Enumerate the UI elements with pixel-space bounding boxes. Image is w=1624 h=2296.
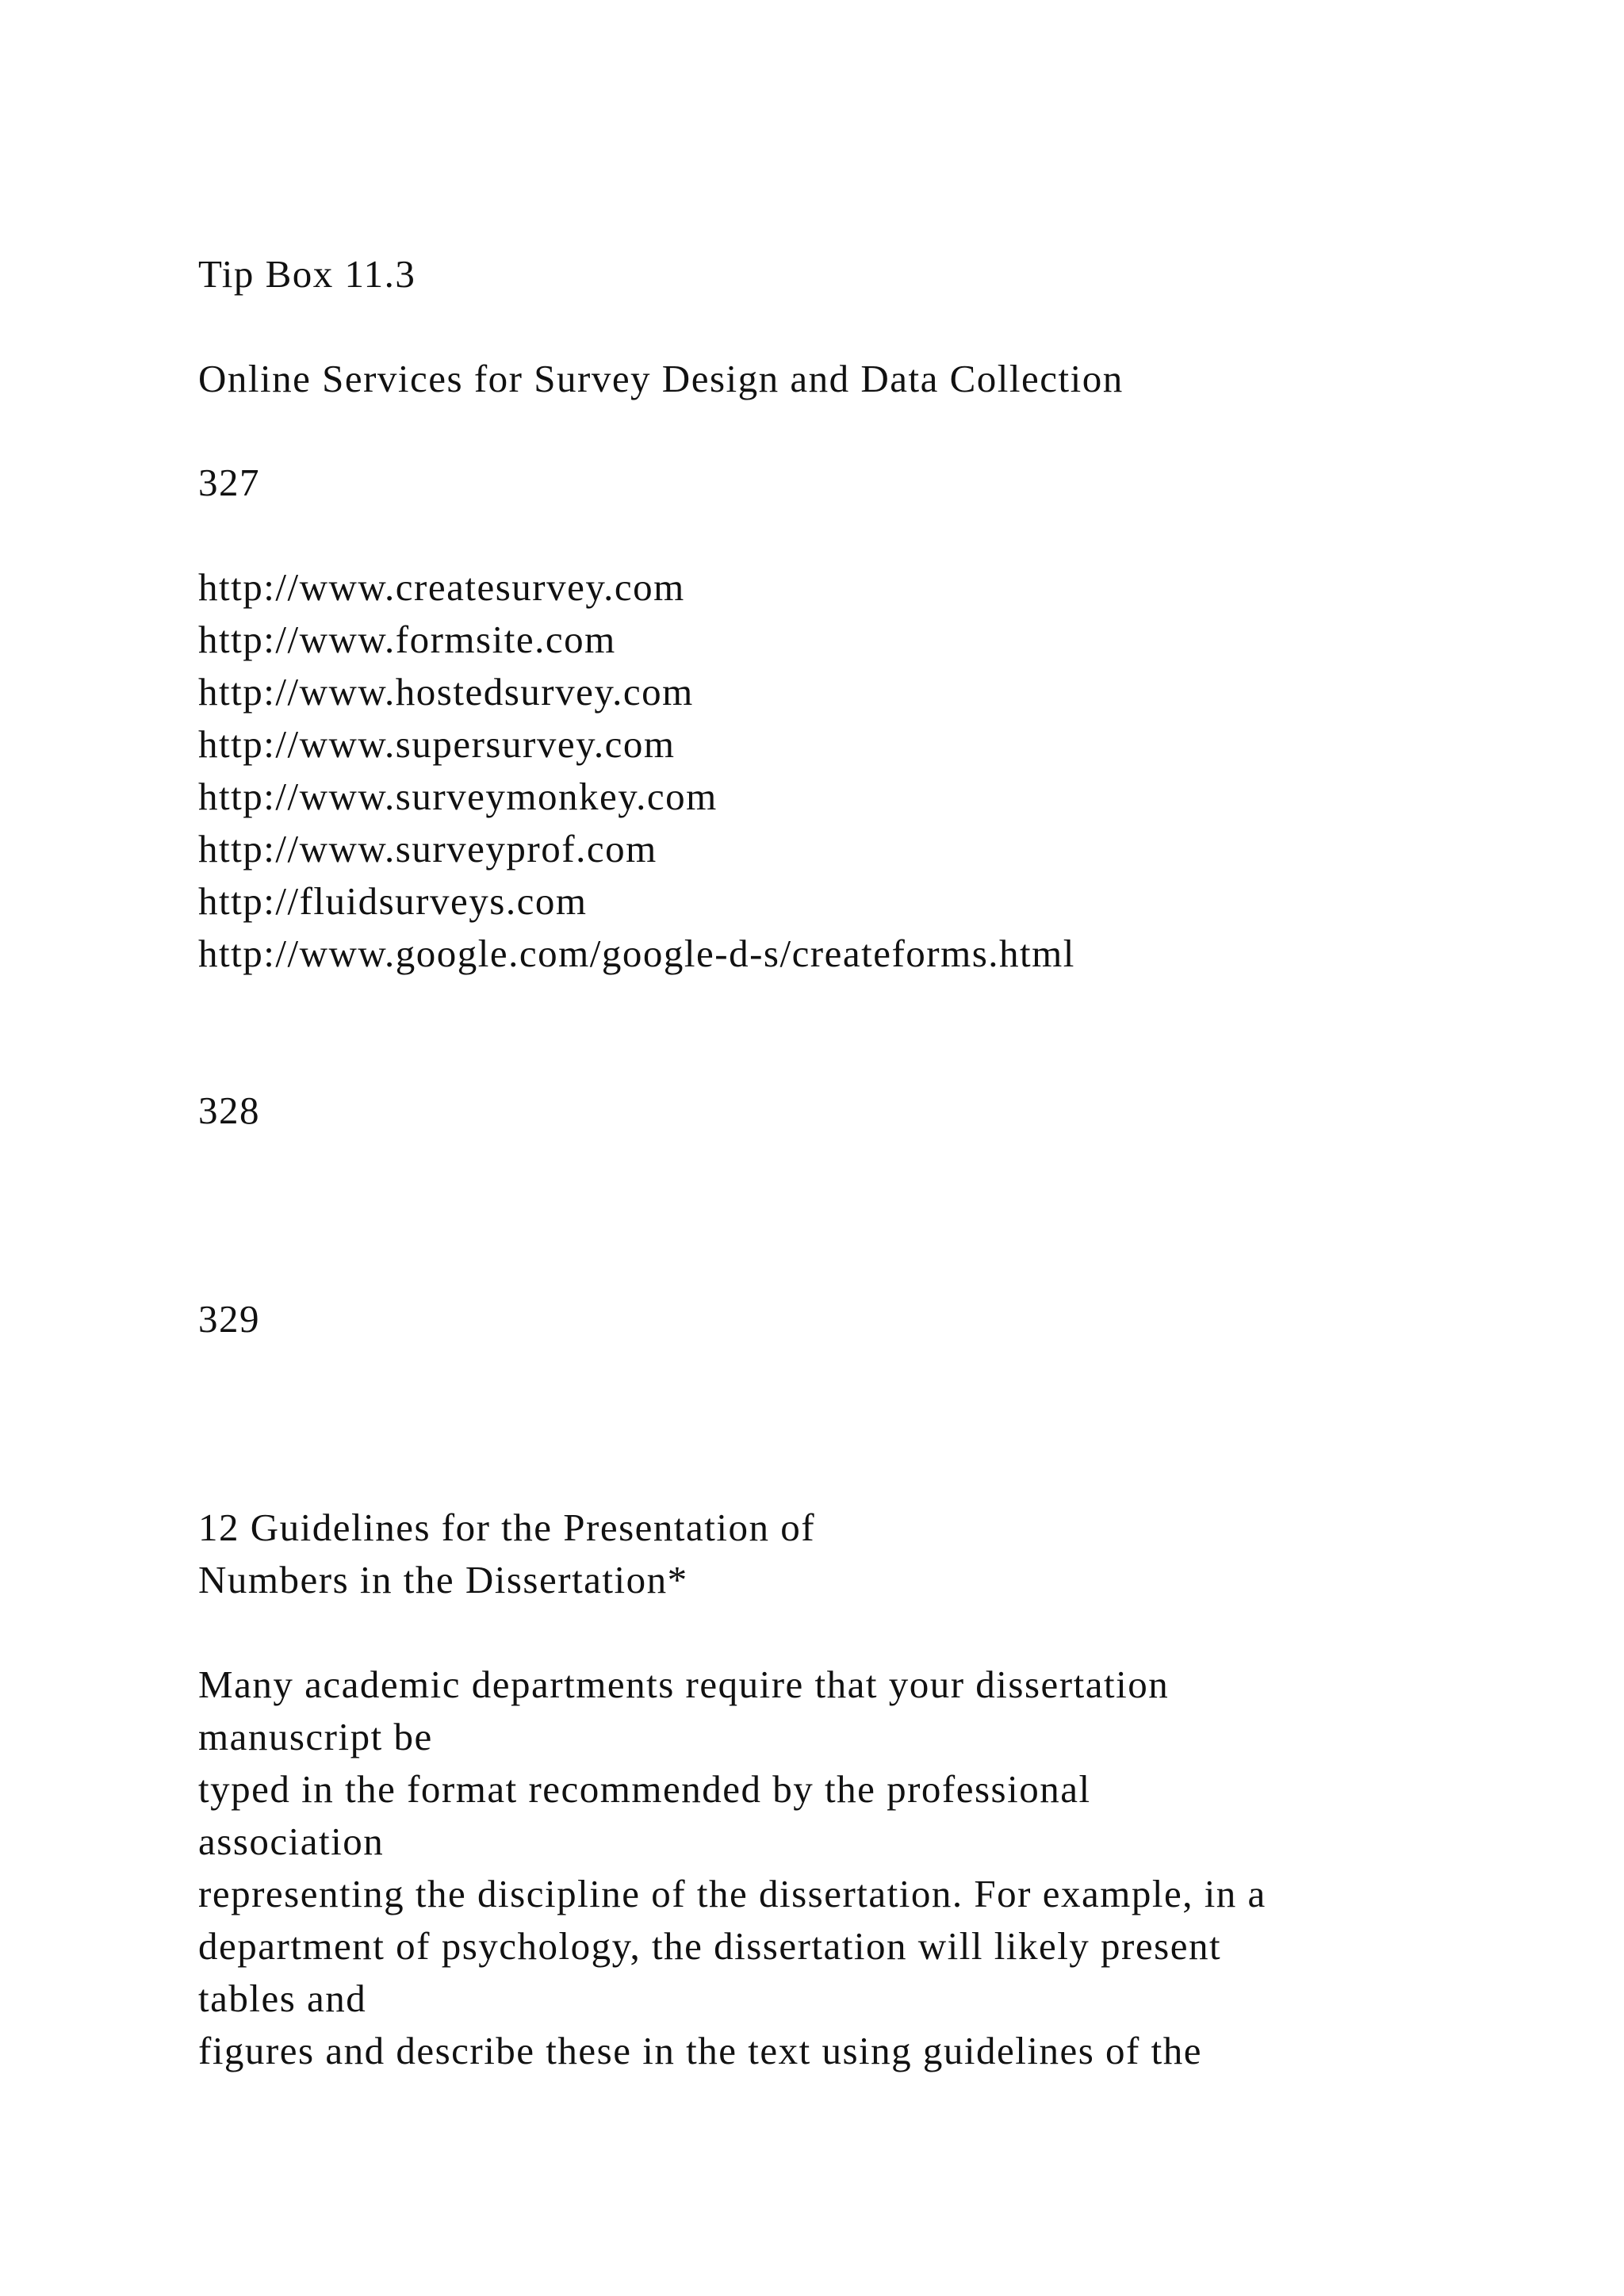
- page-number-328: 328: [198, 1089, 260, 1132]
- survey-link-supersurvey[interactable]: http://www.supersurvey.com: [198, 722, 676, 766]
- page-number-329: 329: [198, 1297, 260, 1341]
- survey-link-formsite[interactable]: http://www.formsite.com: [198, 618, 616, 661]
- chapter-heading-line-2: Numbers in the Dissertation*: [198, 1558, 688, 1601]
- survey-link-surveyprof[interactable]: http://www.surveyprof.com: [198, 827, 657, 871]
- survey-link-fluidsurveys[interactable]: http://fluidsurveys.com: [198, 879, 588, 923]
- survey-link-hostedsurvey[interactable]: http://www.hostedsurvey.com: [198, 670, 694, 714]
- body-line-8: figures and describe these in the text using guidelines of the: [198, 2029, 1202, 2072]
- survey-link-google-forms[interactable]: http://www.google.com/google-d-s/createforms.html: [198, 932, 1075, 975]
- body-line-3: typed in the format recommended by the professional: [198, 1767, 1091, 1811]
- tip-box-subtitle: Online Services for Survey Design and Data Collection: [198, 357, 1124, 400]
- body-line-5: representing the discipline of the dissertation. For example, in a: [198, 1872, 1266, 1915]
- body-line-6: department of psychology, the dissertation will likely present: [198, 1924, 1222, 1968]
- body-line-2: manuscript be: [198, 1715, 433, 1758]
- chapter-heading-line-1: 12 Guidelines for the Presentation of: [198, 1506, 816, 1549]
- page-number-327: 327: [198, 461, 260, 504]
- tip-box-title: Tip Box 11.3: [198, 252, 416, 296]
- body-line-7: tables and: [198, 1976, 367, 2020]
- body-line-4: association: [198, 1820, 385, 1863]
- survey-link-createsurvey[interactable]: http://www.createsurvey.com: [198, 565, 685, 609]
- survey-link-surveymonkey[interactable]: http://www.surveymonkey.com: [198, 775, 718, 818]
- body-line-1: Many academic departments require that your dissertation: [198, 1663, 1170, 1706]
